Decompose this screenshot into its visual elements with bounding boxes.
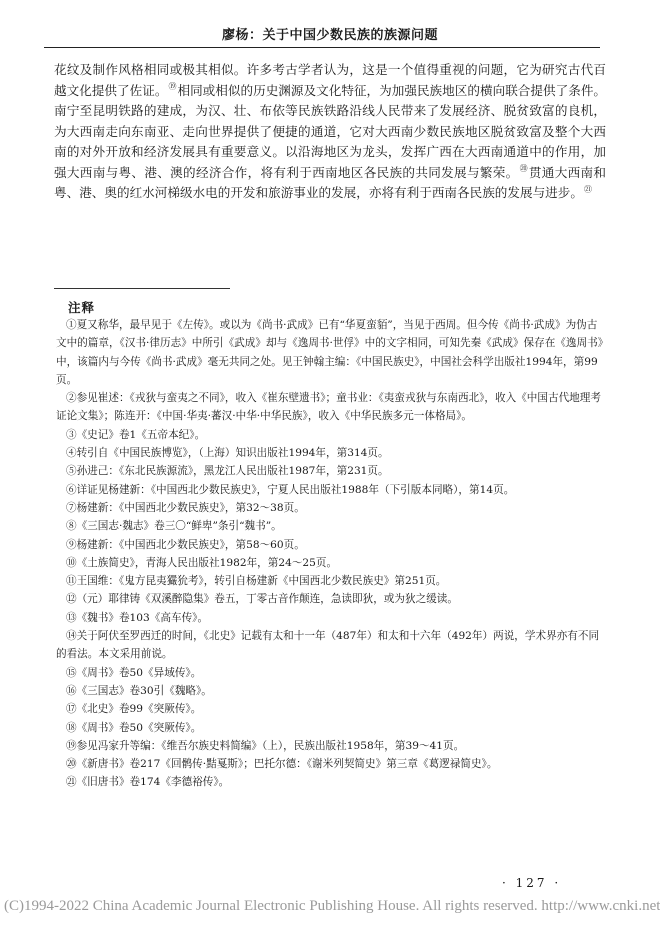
footnote-item [56,462,604,480]
footnote-text: 夏又称华，最早见于《左传》。或以为《尚书·武成》已有“华夏蛮貊”，当见于西周。但今传《尚书·武成》为伪古文中的篇章，《汉书·律历志》中所引《武成》却与《逸周书·世俘》中的文字相同，可知先秦《武成》保存在《逸周书》中，该篇内与今传《尚书·武成》毫无共同之处。见王钟翰主编：《中国民族史》，中国社会科学出版社1994年，第99页。 [56,319,604,386]
footnote-item [56,389,604,426]
footnote-item [56,517,604,535]
footnote-number: ⑬ [66,611,77,624]
header-rule [44,47,600,48]
footnote-item [56,755,604,773]
footnote-text: 杨建新：《中国西北少数民族史》，第32～38页。 [76,501,305,514]
body-text-segment-2: 相同或相似的历史渊源及文化特征，为加强民族地区的横向联合提供了条件。南宁至昆明铁路的建成，为汉、壮、布依等民族铁路沿线人民带来了发展经济、脱贫致富的良机，为大西南走向东南亚、走向世界提供了便捷的通道，它对大西南少数民族地区脱贫致富及整个大西南的对外开放和经济发展具有重要意义。以沿海地区为龙头，发挥广西在大西南通道中的作用，加强大西南与粤、港、澳的经济合作，将有利于西南地区各民族的共同发展与繁荣。 [54,82,607,180]
paragraph-text [54,60,606,204]
footnote-text: 孙进己：《东北民族源流》，黑龙江人民出版社1987年，第231页。 [76,465,389,478]
footnote-item [56,627,604,664]
footnote-number: ⑯ [66,684,77,697]
footnote-ref-20[interactable]: ⑳ [519,164,528,174]
footnote-item [56,481,604,499]
footnote-number: ⑨ [66,538,77,551]
footnote-ref-21[interactable]: ㉑ [583,184,592,194]
footnote-item [56,426,604,444]
footnote-text: 《土族简史》，青海人民出版社1982年，第24～25页。 [76,556,338,569]
footnote-number: ④ [66,447,77,460]
running-header: 廖杨：关于中国少数民族的族源问题 [221,28,438,43]
body-paragraph [54,60,606,204]
notes-heading: 注释 [68,300,96,315]
footnote-number: ⑳ [66,758,77,771]
footnote-item [56,554,604,572]
footnote-text: 《新唐书》卷217《回鹘传·黠戛斯》；巴托尔德：《谢米列契简史》第三章《葛逻禄简史》。 [76,758,498,771]
footnote-number: ③ [66,428,77,441]
footnote-item [56,499,604,517]
footnote-item [56,590,604,608]
footnote-text: 《魏书》卷103《高车传》。 [76,611,209,624]
footnote-text: （元）耶律铸《双溪醉隐集》卷五，丁零古音作颠连，急读即狄，或为狄之缓读。 [76,593,458,606]
footnote-text: 《三国志·魏志》卷三〇“鲜卑”条引“魏书”。 [76,520,282,533]
footnote-item [56,609,604,627]
body-text-segment-3: 贯通大西南和粤、港、奥的红水河梯级水电的开发和旅游事业的发展，亦将有利于西南各民族的发展与进步。 [54,164,607,200]
footnote-number: ② [66,392,77,405]
copyright-footer: (C)1994-2022 China Academic Journal Electronic Publishing House. All rights reserved. http://www.cnki.net [4,898,660,914]
footnote-number: ⑤ [66,465,77,478]
footnote-number: ㉑ [66,776,77,789]
footnote-item [56,700,604,718]
footnote-text: 详证见杨建新：《中国西北少数民族史》，宁夏人民出版社1988年（下引版本同略），第14页。 [76,483,515,496]
footnote-text: 杨建新：《中国西北少数民族史》，第58～60页。 [76,538,305,551]
footnote-text: 《周书》卷50《异域传》。 [76,666,202,679]
body-text-segment-1: 花纹及制作风格相同或极其相似。许多考古学者认为，这是一个值得重视的问题，它为研究古代百越文化提供了佐证。 [54,62,606,98]
footnote-text: 关于阿伏至罗西迁的时间，《北史》记载有太和十一年（487年）和太和十六年（492年）两说，学术界亦有不同的看法。本文采用前说。 [56,630,600,661]
footnote-number: ⑭ [66,630,77,643]
footnote-text: 《三国志》卷30引《魏略》。 [76,684,212,697]
footnote-item [56,682,604,700]
page-number: · 127 · [502,876,562,890]
footnote-item [56,572,604,590]
footnote-number: ① [66,319,77,331]
footnote-text: 转引自《中国民族博览》，（上海）知识出版社1994年，第314页。 [76,447,389,460]
footnote-number: ⑦ [66,501,77,514]
notes-separator-rule [54,288,230,289]
footnote-number: ⑪ [66,575,77,588]
footnote-number: ⑱ [66,721,77,734]
footnote-text: 参见冯家升等编：《维吾尔族史料简编》（上），民族出版社1958年，第39～41页。 [76,739,465,752]
footnote-text: 王国维：《鬼方昆夷玁狁考》，转引自杨建新《中国西北少数民族史》第251页。 [76,575,447,588]
footnote-item [56,664,604,682]
footnote-number: ⑰ [66,703,77,716]
footnote-number: ⑩ [66,556,77,569]
footnote-text: 《旧唐书》卷174《李德裕传》。 [76,776,230,789]
footnote-text: 《周书》卷50《突厥传》。 [76,721,202,734]
footnote-text: 《北史》卷99《突厥传》。 [76,703,202,716]
footnote-number: ⑫ [66,593,77,606]
notes-list [56,316,604,792]
footnote-item [56,444,604,462]
footnote-number: ⑧ [66,520,77,533]
footnote-item [56,773,604,791]
footnote-item [56,316,604,389]
footnote-item [56,719,604,737]
footnote-text: 《史记》卷1《五帝本纪》。 [76,428,206,441]
footnote-item [56,737,604,755]
footnote-number: ⑮ [66,666,77,679]
footnote-item [56,536,604,554]
footnote-number: ⑥ [66,483,77,496]
footnote-number: ⑲ [66,739,77,752]
footnote-ref-19[interactable]: ⑲ [168,82,177,92]
footnote-text: 参见崔述：《戎狄与蛮夷之不同》，收入《崔东壁遗书》；童书业：《夷蛮戎狄与东南西北》，收入《中国古代地理考证论文集》；陈连开：《中国·华夷·蕃汉·中华·中华民族》，收入《中华民族多元一体格局》。 [56,392,601,423]
